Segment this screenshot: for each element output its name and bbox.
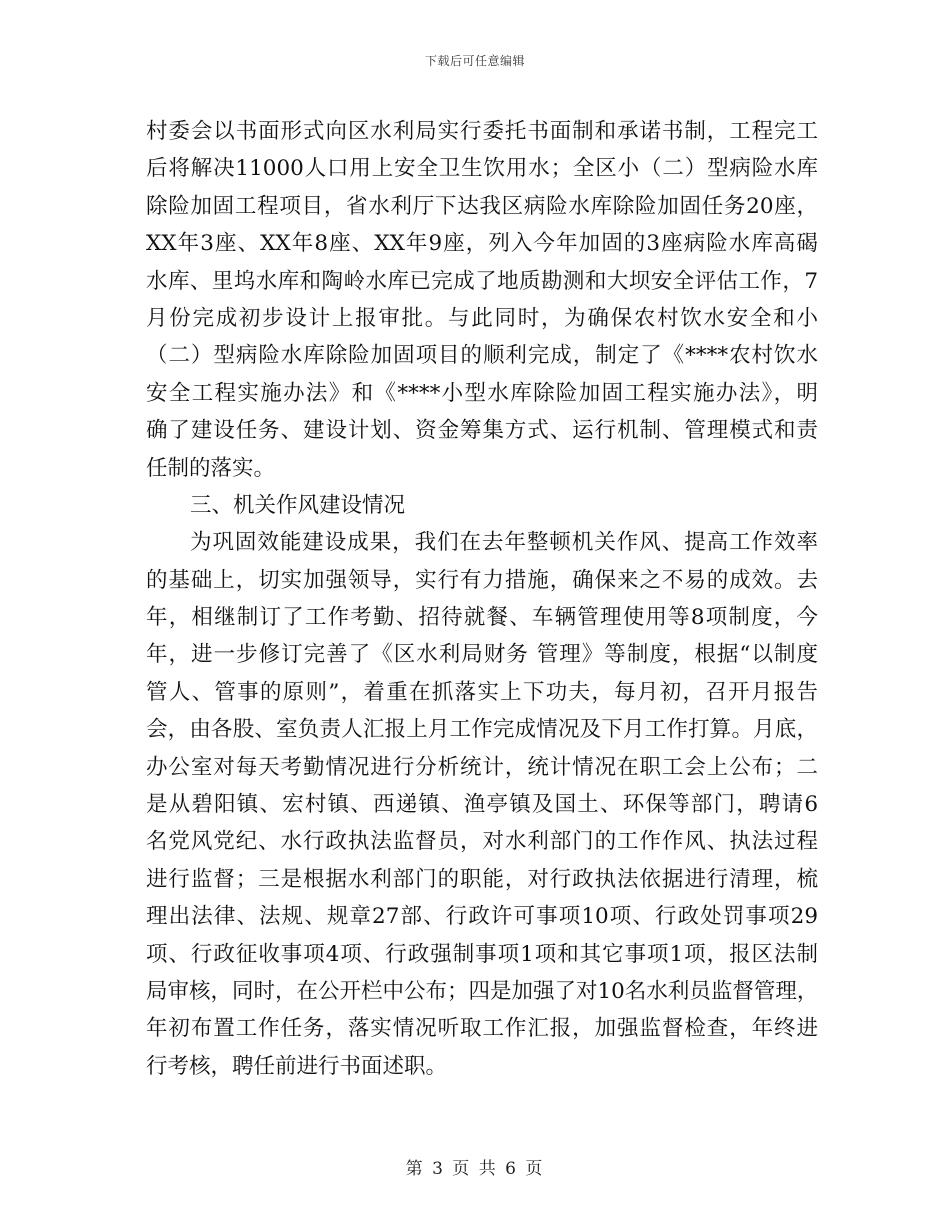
text-line: 局审核，同时，在公开栏中公布；四是加强了对10名水利员监督管理， (146, 978, 819, 1004)
text-line: 行考核，聘任前进行书面述职。 (146, 1053, 448, 1079)
page-header: 下载后可任意编辑 (424, 54, 525, 68)
text-line: 项、行政征收事项4项、行政强制事项1项和其它事项1项，报区法制 (146, 941, 818, 967)
text-line: 是从碧阳镇、宏村镇、西递镇、渔亭镇及国土、环保等部门，聘请6 (146, 792, 818, 818)
text-line: 年，进一步修订完善了《区水利局财务 管理》等制度，根据“以制度 (146, 642, 818, 668)
text-line: 会，由各股、室负责人汇报上月工作完成情况及下月工作打算。月底， (146, 717, 818, 743)
text-line: 管人、管事的原则”，着重在抓落实上下功夫，每月初，召开月报告 (146, 679, 818, 705)
text-line: 名党风党纪、水行政执法监督员，对水利部门的工作作风、执法过程 (146, 829, 818, 855)
text-line: XX年3座、XX年8座、XX年9座，列入今年加固的3座病险水库高碣 (146, 231, 818, 257)
text-line: 水库、里坞水库和陶岭水库已完成了地质勘测和大坝安全评估工作，7 (146, 268, 818, 294)
text-line: 理出法律、法规、规章27部、行政许可事项10项、行政处罚事项29 (146, 904, 818, 930)
text-line: （二）型病险水库除险加固项目的顺利完成，制定了《****农村饮水 (146, 343, 818, 369)
text-line: 村委会以书面形式向区水利局实行委托书面制和承诺书制，工程完工 (146, 119, 818, 144)
section-heading: 三、机关作风建设情况 (190, 492, 406, 518)
text-line: 后将解决11000人口用上安全卫生饮用水；全区小（二）型病险水库 (146, 156, 818, 182)
text-line: 任制的落实。 (146, 455, 276, 481)
text-line: 确了建设任务、建设计划、资金筹集方式、运行机制、管理模式和责 (146, 418, 818, 444)
document-body (146, 113, 818, 1085)
text-line: 的基础上，切实加强领导，实行有力措施，确保来之不易的成效。去 (146, 567, 818, 593)
text-line: 月份完成初步设计上报审批。与此同时，为确保农村饮水安全和小 (146, 305, 818, 331)
page-number-footer: 第 3 页 共 6 页 (405, 1159, 545, 1179)
text-line: 年初布置工作任务，落实情况听取工作汇报，加强监督检查，年终进 (146, 1016, 818, 1042)
text-line: 为巩固效能建设成果，我们在去年整顿机关作风、提高工作效率 (190, 530, 818, 556)
text-line: 年，相继制订了工作考勤、招待就餐、车辆管理使用等8项制度，今 (146, 605, 818, 631)
paragraph-water-projects (146, 113, 818, 487)
paragraph-work-style (146, 524, 818, 1085)
text-line: 进行监督；三是根据水利部门的职能，对行政执法依据进行清理，梳 (146, 866, 818, 892)
text-line: 安全工程实施办法》和《****小型水库除险加固工程实施办法》，明 (146, 380, 818, 406)
text-line: 办公室对每天考勤情况进行分析统计，统计情况在职工会上公布；二 (146, 754, 818, 780)
text-line: 除险加固工程项目，省水利厅下达我区病险水库除险加固任务20座， (146, 193, 818, 219)
